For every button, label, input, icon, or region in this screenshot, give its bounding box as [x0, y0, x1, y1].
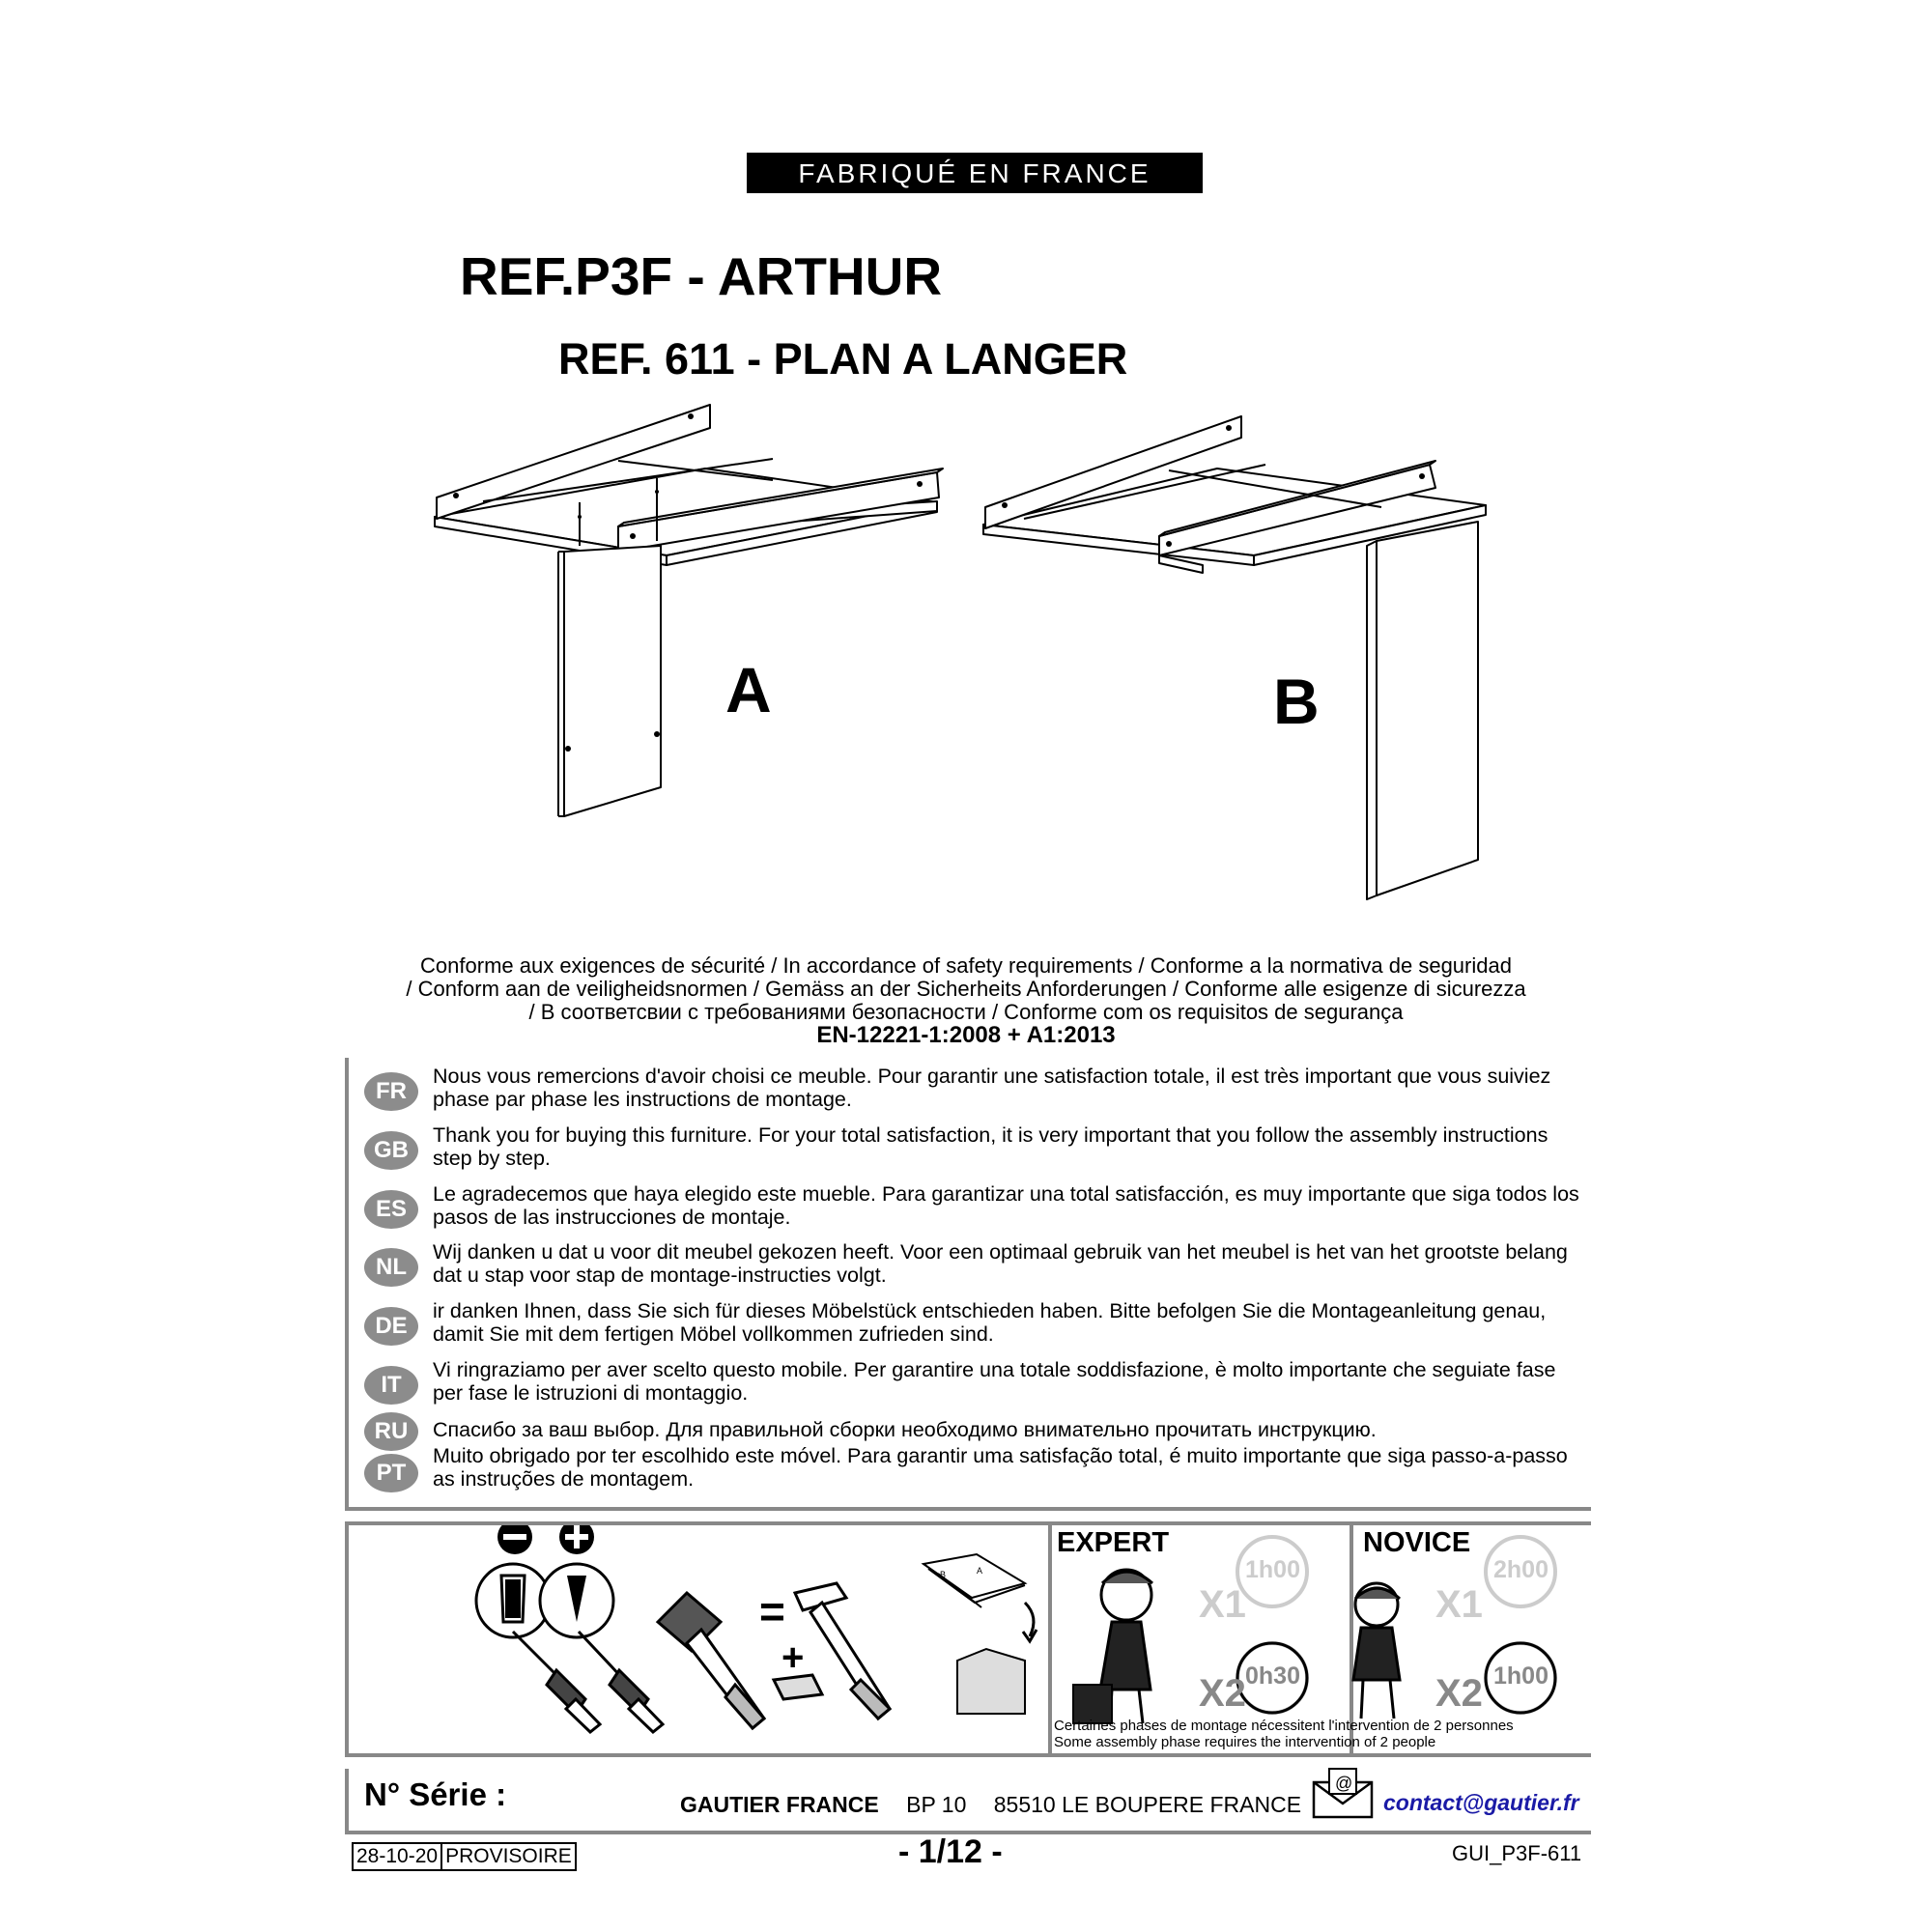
document-reference: GUI_P3F-611 — [1452, 1841, 1582, 1865]
page-number: - 1/12 - — [898, 1833, 1003, 1870]
booklet-letter: A — [977, 1566, 983, 1576]
language-badge: PT — [364, 1454, 418, 1492]
serial-number-label: N° Série : — [364, 1776, 507, 1812]
plus-sign: + — [781, 1636, 805, 1679]
language-text: Thank you for buying this furniture. For your total satisfaction, it is very important that you follow the assembly instructions step by step. — [433, 1123, 1548, 1170]
language-badge: NL — [364, 1248, 418, 1287]
two-person-note-en: Some assembly phase requires the intervention of 2 people — [1054, 1734, 1436, 1750]
booklet-letter: B — [940, 1570, 947, 1579]
expert-title: EXPERT — [1057, 1527, 1170, 1558]
language-text: Спасибо за ваш выбор. Для правильной сборки необходимо внимательно прочитать инструкцию. — [433, 1418, 1377, 1441]
two-person-note-fr: Certaines phases de montage nécessitent l'intervention de 2 personnes — [1054, 1718, 1514, 1734]
flat-screwdriver-icon — [476, 1525, 550, 1637]
tools-and-skill-panel — [345, 1521, 1591, 1757]
novice-one-person: X1 — [1435, 1583, 1483, 1626]
product-title: REF.P3F - ARTHUR — [460, 246, 943, 306]
po-box: BP 10 — [906, 1792, 967, 1817]
figure-label-b: B — [1273, 666, 1320, 737]
expert-time-two: 0h30 — [1245, 1662, 1300, 1690]
assembly-figure-b — [976, 411, 1517, 913]
language-badge: RU — [364, 1412, 418, 1451]
language-text: Nous vous remercions d'avoir choisi ce meuble. Pour garantir une satisfaction totale, il est très important que vous suiviez phase par phase les instructions de montage. — [433, 1065, 1551, 1111]
conformity-statement — [319, 954, 1613, 1047]
novice-time-two: 1h00 — [1493, 1662, 1548, 1690]
assembly-figure-a — [425, 401, 966, 826]
conformity-line-1: Conforme aux exigences de sécurité / In accordance of safety requirements / Conforme a la normativa de seguridad — [420, 953, 1512, 978]
safety-standard: EN-12221-1:2008 + A1:2013 — [816, 1022, 1116, 1048]
expert-time-one: 1h00 — [1245, 1556, 1300, 1583]
novice-two-persons: X2 — [1435, 1672, 1483, 1715]
language-badge: GB — [364, 1131, 418, 1170]
language-badge: FR — [364, 1072, 418, 1111]
envelope-icon — [1312, 1767, 1374, 1821]
language-text: Le agradecemos que haya elegido este mueble. Para garantizar una total satisfacción, es muy importante que siga todos los pasos de las instrucciones de montaje. — [433, 1182, 1579, 1229]
language-badge: IT — [364, 1366, 418, 1405]
conformity-line-3: / В соответсвии с требованиями безопасности / Conforme com os requisitos de segurança — [528, 1000, 1404, 1024]
language-badge: DE — [364, 1307, 418, 1346]
document-date: 28-10-20 — [356, 1845, 439, 1867]
language-text: Wij danken u dat u voor dit meubel gekozen heeft. Voor een optimaal gebruik van het meubel is het van het grootste belang dat u stap voor stap de montage-instructies volgt. — [433, 1240, 1568, 1287]
postal-address: 85510 LE BOUPERE FRANCE — [993, 1792, 1302, 1817]
phillips-screwdriver-icon — [540, 1525, 613, 1637]
contact-email[interactable]: contact@gautier.fr — [1383, 1790, 1579, 1815]
company-name: GAUTIER FRANCE — [680, 1792, 879, 1817]
expert-one-person: X1 — [1199, 1583, 1246, 1626]
language-text: ir danken Ihnen, dass Sie sich für dieses Möbelstück entschieden haben. Bitte befolgen Sie die Montageanleitung genau, damit Sie mit dem fertigen Möbel vollkommen zufrieden sind. — [433, 1299, 1547, 1346]
novice-time-one: 2h00 — [1493, 1556, 1548, 1583]
at-symbol: @ — [1335, 1774, 1353, 1793]
language-messages — [345, 1058, 1591, 1511]
document-status: PROVISOIRE — [440, 1844, 575, 1869]
company-address — [680, 1792, 1301, 1818]
conformity-line-2: / Conform aan de veiligheidsnormen / Gemäss an der Sicherheits Anforderungen / Conforme alle esigenze di sicurezza — [406, 977, 1526, 1001]
document-date-status — [352, 1842, 577, 1871]
language-badge: ES — [364, 1190, 418, 1229]
novice-person-icon — [1353, 1583, 1400, 1719]
footer-contact-bar — [345, 1769, 1591, 1834]
figure-label-a: A — [725, 654, 772, 725]
equals-sign: = — [759, 1586, 785, 1636]
language-text: Muito obrigado por ter escolhido este móvel. Para garantir uma satisfação total, é muito importante que siga passo-a-passo as instruções de montagem. — [433, 1444, 1568, 1491]
language-text: Vi ringraziamo per aver scelto questo mobile. Per garantire una totale soddisfazione, è molto importante che seguiate fase per fase le istruzioni di montaggio. — [433, 1358, 1556, 1405]
made-in-france-badge: FABRIQUÉ EN FRANCE — [747, 153, 1203, 193]
novice-title: NOVICE — [1363, 1527, 1471, 1558]
expert-two-persons: X2 — [1199, 1672, 1246, 1715]
product-subtitle: REF. 611 - PLAN A LANGER — [558, 334, 1128, 384]
mallet-icon — [658, 1593, 764, 1728]
